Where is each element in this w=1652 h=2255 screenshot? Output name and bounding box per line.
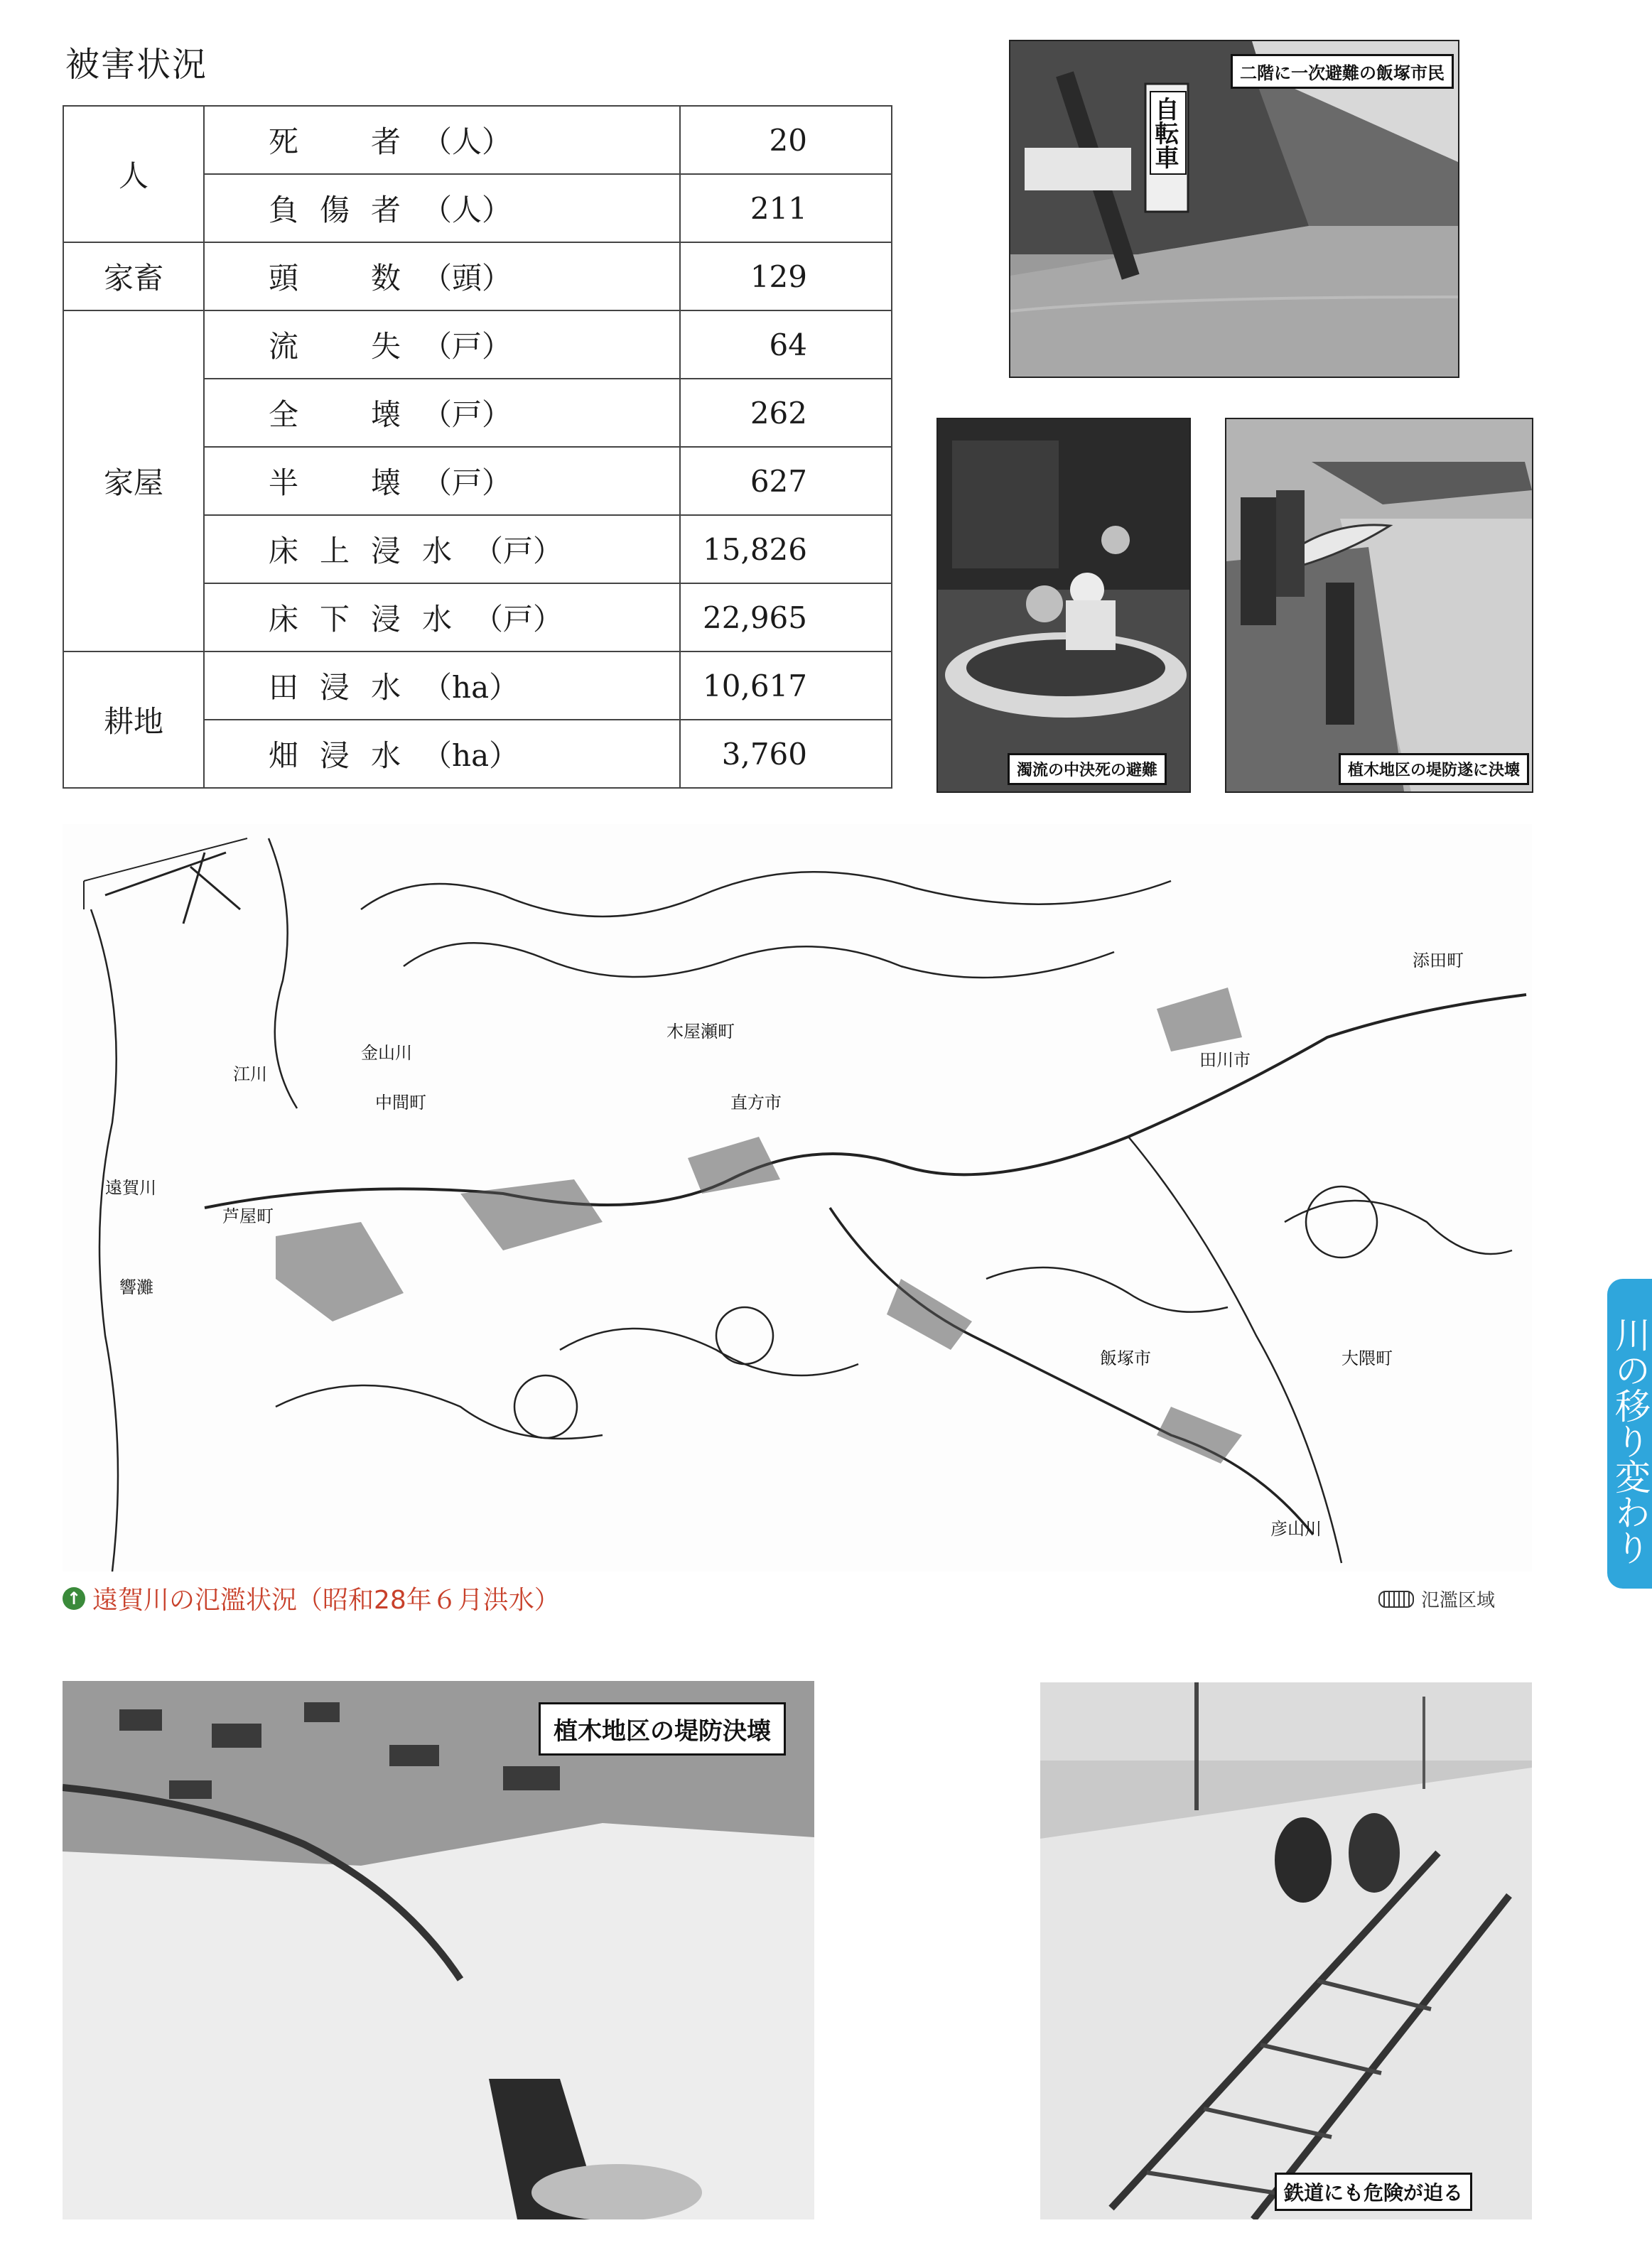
unit-label: （戸） — [422, 329, 512, 364]
value-cell: 129 — [680, 242, 892, 310]
contour-line — [1285, 1201, 1512, 1254]
category-cell: 人 — [63, 106, 204, 242]
item-cell — [204, 447, 680, 515]
railway-flood-illustration — [1040, 1682, 1532, 2219]
stream-line — [269, 838, 297, 1108]
hill-contour — [1306, 1186, 1377, 1258]
value-cell: 211 — [680, 174, 892, 242]
contour-line — [986, 1267, 1228, 1312]
value-cell: 22,965 — [680, 583, 892, 651]
unit-label: （戸） — [422, 465, 512, 500]
map-place-label: 添田町 — [1413, 951, 1464, 970]
unit-label: （人） — [422, 193, 512, 227]
item-cell — [204, 174, 680, 242]
photo-iizuka-evacuation — [1009, 40, 1459, 378]
photo-ueki-umbrella — [1225, 418, 1533, 793]
map-place-label: 彦山川 — [1270, 1519, 1322, 1539]
map-caption-text: 遠賀川の氾濫状況（昭和28年６月洪水） — [92, 1586, 560, 1615]
photo-caption: 植木地区の堤防決壊 — [539, 1702, 786, 1756]
item-cell — [204, 106, 680, 174]
map-place-label: 響灘 — [119, 1277, 153, 1297]
unit-label: （人） — [422, 124, 512, 159]
unit-label: （戸） — [473, 534, 563, 568]
item-label: 全 壊 — [269, 397, 423, 432]
item-label: 床下浸水 — [269, 602, 474, 637]
map-legend — [1378, 1586, 1495, 1612]
table-row — [63, 310, 892, 379]
category-cell: 家畜 — [63, 242, 204, 310]
map-place-label: 木屋瀬町 — [666, 1022, 735, 1042]
map-place-label: 金山川 — [361, 1043, 412, 1063]
item-cell — [204, 720, 680, 788]
unit-label: （ha） — [422, 738, 519, 773]
section-title: 被害状況 — [65, 45, 208, 85]
value-cell: 3,760 — [680, 720, 892, 788]
contour-line — [560, 1329, 858, 1375]
photo-railway — [1040, 1682, 1532, 2219]
flood-area — [1157, 988, 1242, 1051]
unit-label: （頭） — [422, 261, 512, 296]
river-tributary — [1128, 1137, 1341, 1563]
flood-map-drawing — [63, 824, 1532, 1572]
item-label: 半 壊 — [269, 465, 423, 500]
flood-area — [688, 1137, 780, 1194]
value-cell: 64 — [680, 310, 892, 379]
table-row — [63, 651, 892, 720]
up-arrow-icon: ↑ — [63, 1587, 85, 1610]
item-cell — [204, 310, 680, 379]
map-place-label: 大隈町 — [1341, 1348, 1393, 1368]
street-flood-illustration — [1010, 41, 1458, 377]
unit-label: （戸） — [473, 602, 563, 637]
value-cell: 15,826 — [680, 515, 892, 583]
aerial-flood-illustration — [63, 1681, 814, 2219]
item-cell — [204, 242, 680, 310]
map-place-label: 田川市 — [1199, 1050, 1251, 1070]
map-place-label: 江川 — [233, 1064, 267, 1084]
contour-line — [404, 943, 1114, 978]
table-row — [63, 242, 892, 310]
value-cell: 262 — [680, 379, 892, 447]
item-cell — [204, 379, 680, 447]
photo-ueki-aerial — [63, 1681, 814, 2219]
unit-label: （戸） — [422, 397, 512, 432]
flood-area — [460, 1179, 603, 1250]
map-caption — [63, 1580, 560, 1616]
photo-caption: 濁流の中決死の避難 — [1008, 753, 1167, 785]
compass-arrow — [105, 853, 240, 924]
category-cell: 家屋 — [63, 310, 204, 651]
map-place-label: 遠賀川 — [105, 1178, 156, 1198]
unit-label: （ha） — [422, 670, 519, 705]
item-label: 床上浸水 — [269, 534, 474, 568]
photo-boat-rescue — [936, 418, 1191, 793]
item-label: 負傷者 — [269, 193, 423, 227]
coastline — [91, 909, 118, 1572]
map-place-label: 中間町 — [375, 1093, 426, 1113]
flood-area-swatch-icon — [1378, 1591, 1414, 1608]
map-place-label: 直方市 — [730, 1093, 782, 1113]
flood-map — [63, 824, 1532, 1572]
item-cell — [204, 651, 680, 720]
value-cell: 10,617 — [680, 651, 892, 720]
value-cell: 20 — [680, 106, 892, 174]
flood-area — [1157, 1407, 1242, 1464]
map-place-label: 飯塚市 — [1100, 1348, 1151, 1368]
item-label: 流 失 — [269, 329, 423, 364]
item-cell — [204, 515, 680, 583]
boat-rescue-illustration — [938, 419, 1189, 791]
hill-contour — [716, 1307, 773, 1364]
item-label: 死 者 — [269, 124, 423, 159]
flood-area — [887, 1279, 972, 1350]
contour-line — [361, 872, 1171, 916]
legend-label: 氾濫区域 — [1421, 1590, 1496, 1611]
item-label: 頭 数 — [269, 261, 423, 296]
category-cell: 耕地 — [63, 651, 204, 788]
shop-sign: 自転車 — [1150, 91, 1187, 175]
umbrella-bank-illustration — [1226, 419, 1532, 791]
contour-line — [276, 1385, 603, 1439]
side-tab[interactable]: 川の移り変わり — [1607, 1279, 1652, 1589]
item-cell — [204, 583, 680, 651]
item-label: 畑浸水 — [269, 738, 423, 773]
map-place-label: 芦屋町 — [222, 1206, 274, 1226]
photo-caption: 植木地区の堤防遂に決壊 — [1339, 753, 1529, 785]
value-cell: 627 — [680, 447, 892, 515]
item-label: 田浸水 — [269, 670, 423, 705]
hill-contour — [514, 1375, 577, 1438]
photo-caption: 二階に一次避難の飯塚市民 — [1231, 54, 1454, 89]
table-row — [63, 106, 892, 174]
river-branch — [830, 1208, 1313, 1535]
photo-caption: 鉄道にも危険が迫る — [1275, 2173, 1472, 2211]
damage-table — [63, 105, 892, 789]
flood-area — [276, 1222, 404, 1321]
